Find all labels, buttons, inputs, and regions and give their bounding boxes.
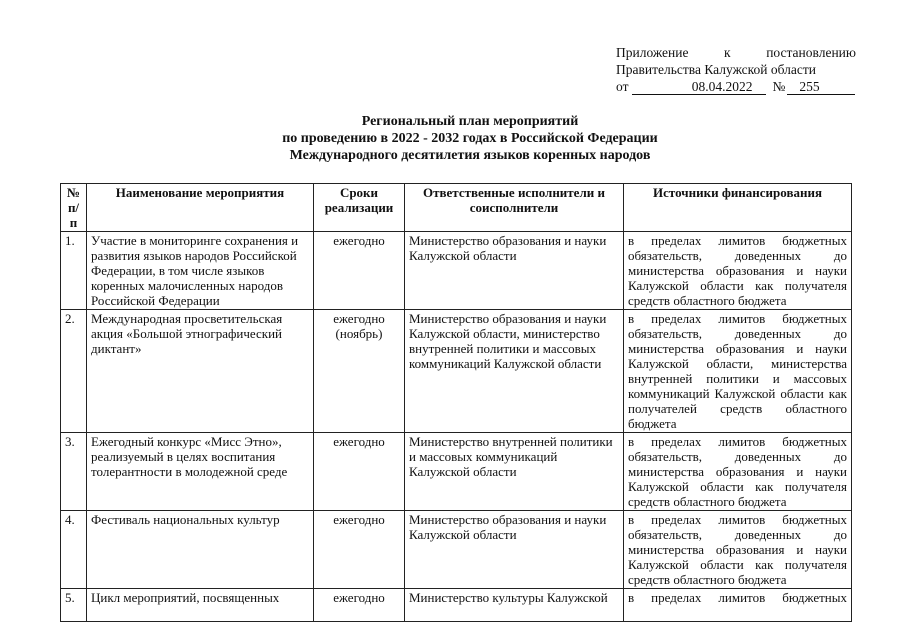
title-line-3: Международного десятилетия языков коренных народов — [289, 148, 651, 163]
row-num: 5. — [61, 589, 87, 622]
row-name: Международная просветительская акция «Большой этнографический диктант» — [87, 310, 314, 433]
table-row — [61, 232, 852, 310]
row-resp: Министерство культуры Калужской — [405, 589, 624, 622]
row-num: 4. — [61, 511, 87, 589]
header-name: Наименование мероприятия — [87, 184, 314, 232]
row-num: 2. — [61, 310, 87, 433]
row-src-last: бюджета — [628, 416, 677, 431]
row-name: Фестиваль национальных культур — [87, 511, 314, 589]
row-resp: Министерство внутренней политики и массовых коммуникаций Калужской области — [405, 433, 624, 511]
row-src — [624, 310, 852, 433]
document-title — [230, 113, 710, 164]
appendix-number-label: № — [772, 79, 786, 94]
title-line-2: по проведению в 2022 - 2032 годах в Российской Федерации — [282, 131, 658, 146]
row-name: Участие в мониторинге сохранения и развития языков народов Российской Федерации, в том числе языков коренных малочисленных народов Российской Федерации — [87, 232, 314, 310]
appendix-from-label: от — [616, 79, 629, 94]
header-resp: Ответственные исполнители и соисполнители — [405, 184, 624, 232]
row-term: ежегодно — [314, 433, 405, 511]
row-src — [624, 511, 852, 589]
row-src-main: в пределах лимитов бюджетных — [628, 590, 847, 605]
row-term: ежегодно — [314, 232, 405, 310]
row-src-main: в пределах лимитов бюджетных обязательств, доведенных до министерства образования и науки Калужской области как получателя — [628, 434, 847, 494]
row-num: 3. — [61, 433, 87, 511]
row-term: ежегодно (ноябрь) — [314, 310, 405, 433]
row-src-main: в пределах лимитов бюджетных обязательств, доведенных до министерства образования и науки Калужской области, министерства внутренней политики и массовых коммуникаций Калужской области как получателей средств областного — [628, 311, 847, 416]
table-header-row — [61, 184, 852, 232]
appendix-word-2: к — [724, 45, 731, 60]
header-num: № п/п — [61, 184, 87, 232]
appendix-line-2: Правительства Калужской области — [616, 62, 817, 77]
row-resp: Министерство образования и науки Калужской области — [405, 511, 624, 589]
row-num: 1. — [61, 232, 87, 310]
table-row — [61, 589, 852, 622]
plan-table — [60, 183, 852, 622]
appendix-header — [616, 44, 856, 95]
row-src-main: в пределах лимитов бюджетных обязательств, доведенных до министерства образования и науки Калужской области как получателя — [628, 512, 847, 572]
row-name: Ежегодный конкурс «Мисс Этно», реализуемый в целях воспитания толерантности в молодежной среде — [87, 433, 314, 511]
row-src — [624, 433, 852, 511]
row-term: ежегодно — [314, 511, 405, 589]
table-row — [61, 310, 852, 433]
row-resp: Министерство образования и науки Калужской области, министерство внутренней политики и массовых коммуникаций Калужской области — [405, 310, 624, 433]
appendix-line-1 — [616, 44, 856, 61]
table-row — [61, 511, 852, 589]
row-src — [624, 232, 852, 310]
row-src-last: средств областного бюджета — [628, 293, 787, 308]
row-src — [624, 589, 852, 622]
row-name: Цикл мероприятий, посвященных — [87, 589, 314, 622]
appendix-word-3: постановлению — [766, 45, 856, 60]
appendix-word-1: Приложение — [616, 45, 689, 60]
row-src-last: средств областного бюджета — [628, 572, 787, 587]
row-src-main: в пределах лимитов бюджетных обязательств, доведенных до министерства образования и науки Калужской области как получателя — [628, 233, 847, 293]
header-src: Источники финансирования — [624, 184, 852, 232]
appendix-number: 255 — [787, 80, 855, 95]
appendix-date: 08.04.2022 — [632, 80, 766, 95]
row-term: ежегодно — [314, 589, 405, 622]
title-line-1: Региональный план мероприятий — [361, 114, 579, 129]
row-resp: Министерство образования и науки Калужской области — [405, 232, 624, 310]
appendix-line-3 — [616, 78, 856, 95]
table-row — [61, 433, 852, 511]
header-term: Сроки реализации — [314, 184, 405, 232]
row-src-last: средств областного бюджета — [628, 494, 787, 509]
